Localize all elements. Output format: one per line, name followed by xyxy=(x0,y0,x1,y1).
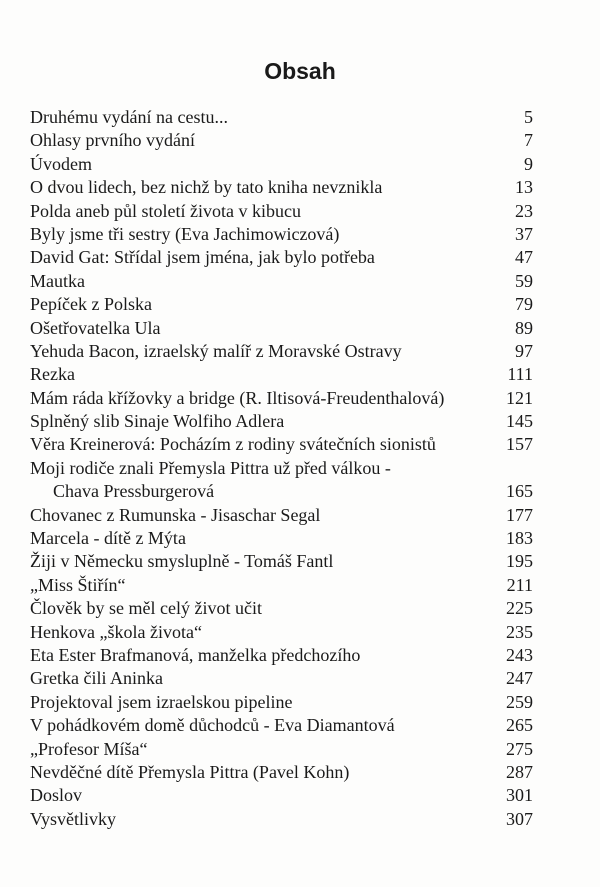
toc-entry-page: 7 xyxy=(524,130,533,151)
toc-entry-page: 97 xyxy=(515,340,533,361)
toc-entry-page: 265 xyxy=(506,715,533,736)
toc-entry-page: 59 xyxy=(515,270,533,291)
toc-entry-title: Člověk by se měl celý život učit xyxy=(30,598,262,619)
toc-entry xyxy=(30,808,533,831)
toc-entry xyxy=(30,340,533,363)
toc-entry-page: 79 xyxy=(515,294,533,315)
toc-entry xyxy=(30,106,533,129)
toc-entry-page: 9 xyxy=(524,153,533,174)
toc-entry-title: Doslov xyxy=(30,785,83,806)
toc-entry xyxy=(30,457,533,480)
toc-entry xyxy=(30,480,533,503)
toc-entry-title: Úvodem xyxy=(30,153,92,174)
toc-entry-page: 165 xyxy=(506,481,533,502)
toc-entry-title: Mám ráda křížovky a bridge (R. Iltisová-Freudenthalová) xyxy=(30,387,445,408)
toc-entry xyxy=(30,246,533,269)
toc-entry-page: 121 xyxy=(506,387,533,408)
toc-entry-title: Mautka xyxy=(30,270,85,291)
toc-entry-page: 37 xyxy=(515,223,533,244)
toc-entry-title: Henkova „škola života“ xyxy=(30,621,202,642)
toc-entry-page: 195 xyxy=(506,551,533,572)
toc-entry-page: 247 xyxy=(506,668,533,689)
toc-entry xyxy=(30,176,533,199)
toc-entry-title: Pepíček z Polska xyxy=(30,294,152,315)
toc-entry-page: 243 xyxy=(506,644,533,665)
toc-entry xyxy=(30,317,533,340)
toc-entry-title: Splněný slib Sinaje Wolfiho Adlera xyxy=(30,411,285,432)
toc-entry-page: 225 xyxy=(506,598,533,619)
toc-entry xyxy=(30,293,533,316)
toc-entry-page: 89 xyxy=(515,317,533,338)
toc-entry xyxy=(30,153,533,176)
toc-entry-title: Byly jsme tři sestry (Eva Jachimowiczová) xyxy=(30,223,340,244)
toc-entry xyxy=(30,621,533,644)
toc-entry-page: 47 xyxy=(515,247,533,268)
toc-entry xyxy=(30,504,533,527)
toc-entry-title: „Profesor Míša“ xyxy=(30,738,148,759)
toc-entry xyxy=(30,270,533,293)
toc-entry-page: 301 xyxy=(506,785,533,806)
toc-entry-page: 307 xyxy=(506,808,533,829)
toc-entry-page: 145 xyxy=(506,411,533,432)
toc-entry xyxy=(30,410,533,433)
page-title: Obsah xyxy=(264,58,336,84)
toc-entry xyxy=(30,597,533,620)
toc-entry-title: Polda aneb půl století života v kibucu xyxy=(30,200,301,221)
toc-entry-title: Ošetřovatelka Ula xyxy=(30,317,161,338)
toc-entry xyxy=(30,433,533,456)
toc-entry xyxy=(30,761,533,784)
toc-entry-title: Moji rodiče znali Přemysla Pittra už před válkou - xyxy=(30,457,391,478)
toc-entry-page: 235 xyxy=(506,621,533,642)
toc-entry-page: 177 xyxy=(506,504,533,525)
toc-entry xyxy=(30,527,533,550)
toc-entry-page: 13 xyxy=(515,177,533,198)
toc-entry xyxy=(30,738,533,761)
toc-entry-page: 211 xyxy=(506,574,533,595)
toc-entry-page: 259 xyxy=(506,691,533,712)
toc-entry-title: Marcela - dítě z Mýta xyxy=(30,528,186,549)
toc-entry-title: Věra Kreinerová: Pocházím z rodiny svátečních sionistů xyxy=(30,434,436,455)
toc-entry-title: Chava Pressburgerová xyxy=(53,481,215,502)
toc-entry xyxy=(30,644,533,667)
toc-entry-title: O dvou lidech, bez nichž by tato kniha nevznikla xyxy=(30,177,383,198)
toc-entry xyxy=(30,129,533,152)
toc-entry xyxy=(30,200,533,223)
toc-entry xyxy=(30,550,533,573)
table-of-contents xyxy=(30,106,533,831)
toc-entry-title: V pohádkovém domě důchodců - Eva Diamantová xyxy=(30,715,395,736)
toc-entry xyxy=(30,667,533,690)
toc-entry-page: 111 xyxy=(507,364,533,385)
toc-entry-page: 157 xyxy=(506,434,533,455)
toc-entry xyxy=(30,714,533,737)
toc-entry-page: 275 xyxy=(506,738,533,759)
toc-entry-title: Eta Ester Brafmanová, manželka předchozího xyxy=(30,644,361,665)
toc-entry xyxy=(30,574,533,597)
toc-entry xyxy=(30,691,533,714)
toc-entry-title: „Miss Štiřín“ xyxy=(30,574,126,595)
toc-entry-title: Druhému vydání na cestu... xyxy=(30,107,228,127)
toc-entry-title: Projektoval jsem izraelskou pipeline xyxy=(30,691,293,712)
toc-entry xyxy=(30,363,533,386)
toc-entry-page: 183 xyxy=(506,528,533,549)
toc-entry-page: 23 xyxy=(515,200,533,221)
toc-entry-title: Žiji v Německu smysluplně - Tomáš Fantl xyxy=(30,551,334,572)
toc-entry-title: Ohlasy prvního vydání xyxy=(30,130,195,151)
toc-entry xyxy=(30,223,533,246)
toc-entry-page: 5 xyxy=(524,107,533,127)
toc-entry-title: Gretka čili Aninka xyxy=(30,668,163,689)
toc-entry-page: 287 xyxy=(506,761,533,782)
toc-entry-title: Rezka xyxy=(30,364,75,385)
toc-entry-title: Vysvětlivky xyxy=(30,808,117,829)
toc-entry xyxy=(30,387,533,410)
toc-entry xyxy=(30,784,533,807)
toc-entry-title: Yehuda Bacon, izraelský malíř z Moravské Ostravy xyxy=(30,340,402,361)
toc-entry-title: Chovanec z Rumunska - Jisaschar Segal xyxy=(30,504,321,525)
toc-entry-title: David Gat: Střídal jsem jména, jak bylo potřeba xyxy=(30,247,375,268)
toc-entry-title: Nevděčné dítě Přemysla Pittra (Pavel Kohn) xyxy=(30,761,350,782)
